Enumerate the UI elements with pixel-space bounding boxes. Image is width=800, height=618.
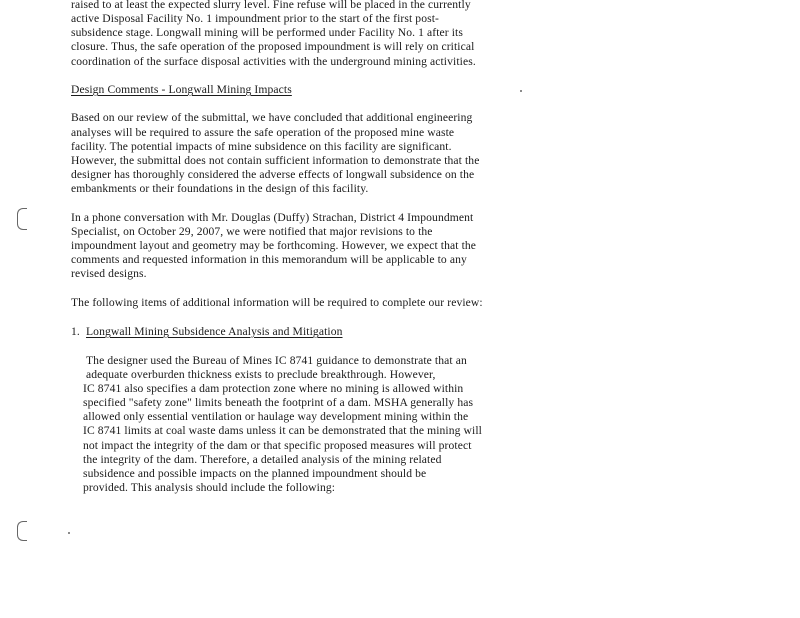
text-line: allowed only essential ventilation or haulage way development mining within the [83,410,469,423]
scan-speck [68,532,70,534]
text-line: closure. Thus, the safe operation of the proposed impoundment is will rely on critical [71,40,475,53]
scan-speck [520,90,522,92]
text-line: Based on our review of the submittal, we have concluded that additional engineering [71,111,473,124]
text-line: subsidence and possible impacts on the planned impoundment should be [83,467,427,480]
text-line: revised designs. [71,267,147,280]
text-line: coordination of the surface disposal activities with the underground mining activities. [71,55,476,68]
text-line: adequate overburden thickness exists to preclude breakthrough. However, [86,368,436,381]
text-line: impoundment layout and geometry may be forthcoming. However, we expect that the [71,239,477,252]
text-line: embankments or their foundations in the design of this facility. [71,182,369,195]
section-heading: Design Comments - Longwall Mining Impacts [71,83,292,96]
punch-hole-mark [17,521,27,541]
text-line: facility. The potential impacts of mine subsidence on this facility are significant. [71,140,452,153]
item-number: 1. [71,325,80,338]
text-line: the integrity of the dam. Therefore, a detailed analysis of the mining related [83,453,442,466]
text-line: IC 8741 limits at coal waste dams unless it can be demonstrated that the mining will [83,424,482,437]
text-line: raised to at least the expected slurry level. Fine refuse will be placed in the currently [71,0,471,11]
text-line: active Disposal Facility No. 1 impoundment prior to the start of the first post- [71,12,439,25]
text-line: subsidence stage. Longwall mining will be performed under Facility No. 1 after its [71,26,463,39]
text-line: However, the submittal does not contain sufficient information to demonstrate that the [71,154,480,167]
text-line: Specialist, on October 29, 2007, we were notified that major revisions to the [71,225,433,238]
text-line: specified "safety zone" limits beneath the footprint of a dam. MSHA generally has [83,396,474,409]
text-line: IC 8741 also specifies a dam protection zone where no mining is allowed within [83,382,464,395]
item-heading: Longwall Mining Subsidence Analysis and Mitigation [86,325,343,338]
text-line: comments and requested information in this memorandum will be applicable to any [71,253,467,266]
paragraph-following-items: The following items of additional information will be required to complete our review: [71,296,483,309]
text-line: analyses will be required to assure the safe operation of the proposed mine waste [71,126,455,139]
text-line: In a phone conversation with Mr. Douglas (Duffy) Strachan, District 4 Impoundment [71,211,474,224]
punch-hole-mark [17,208,27,230]
text-line: provided. This analysis should include the following: [83,481,336,494]
text-line: designer has thoroughly considered the adverse effects of longwall subsidence on the [71,168,475,181]
text-line: not impact the integrity of the dam or that specific proposed measures will protect [83,439,472,452]
text-line: The designer used the Bureau of Mines IC 8741 guidance to demonstrate that an [86,354,467,367]
